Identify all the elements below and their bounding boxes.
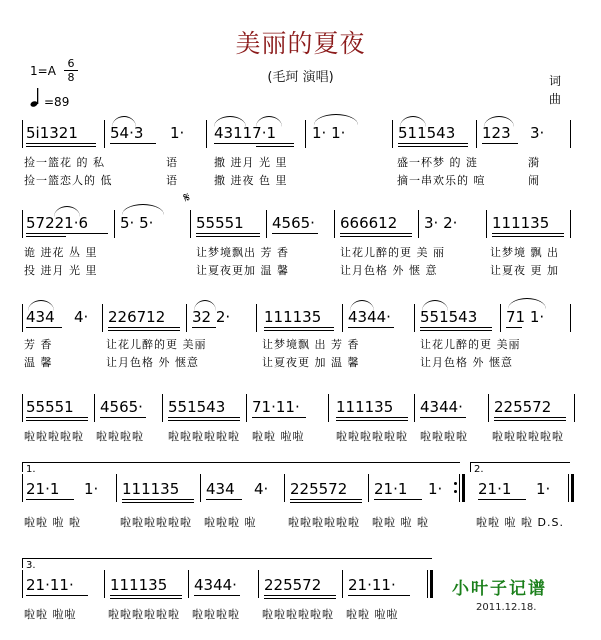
measure: 3· 2· bbox=[424, 214, 458, 232]
measure: 4· bbox=[74, 308, 89, 326]
measure: 4· bbox=[254, 480, 269, 498]
lyric-line-1: 啦啦啦啦啦啦 bbox=[336, 430, 408, 443]
transcriber-signature: 小叶子记谱 bbox=[452, 579, 547, 599]
measure: 434 bbox=[26, 308, 55, 326]
measure: 111135 bbox=[336, 398, 394, 416]
transcription-date: 2011.12.18. bbox=[476, 602, 537, 613]
measure: 5· 5· bbox=[120, 214, 154, 232]
lyric-line-1: 让花儿醉的更 美丽 bbox=[106, 338, 207, 351]
tempo-value: =89 bbox=[44, 95, 70, 109]
measure: 55551 bbox=[26, 398, 74, 416]
key-label: 1=A bbox=[30, 64, 56, 78]
lyric-line-1: 诡 进花 丛 里 bbox=[24, 246, 98, 259]
lyric-line-1: 啦啦啦啦啦啦 bbox=[108, 608, 180, 621]
quarter-note-icon bbox=[30, 86, 42, 108]
measure: 57221·6 bbox=[26, 214, 89, 232]
measure: 225572 bbox=[264, 576, 322, 594]
lyric-line-2: 投 进月 光 里 bbox=[24, 264, 98, 277]
lyric-line-2: 让月色格 外 惬意 bbox=[420, 356, 513, 369]
measure: 54·3 bbox=[110, 124, 144, 142]
measure: 55551 bbox=[196, 214, 244, 232]
lyric-line-1: 啦啦 啦啦 bbox=[252, 430, 305, 443]
lyric-line-1: 让花儿醉的更 美丽 bbox=[420, 338, 521, 351]
lyric-line-1: 啦啦啦啦啦啦 bbox=[288, 516, 360, 529]
measure: 71 1· bbox=[506, 308, 545, 326]
lyric-line-2: 让夏夜更 加 温 馨 bbox=[262, 356, 360, 369]
song-title: 美丽的夏夜 bbox=[235, 29, 366, 58]
measure: 551543 bbox=[168, 398, 226, 416]
song-subtitle: (毛珂 演唱) bbox=[267, 70, 334, 85]
lyric-line-1: 啦啦 啦 啦 bbox=[24, 516, 81, 529]
time-top: 6 bbox=[67, 57, 75, 70]
measure: 1· bbox=[170, 124, 185, 142]
measure: 1· bbox=[428, 480, 443, 498]
lyric-line-1: 让花儿醉的更 美 丽 bbox=[340, 246, 445, 259]
lyric-line-1: 盛一杯梦 的 涟 bbox=[397, 156, 478, 169]
measure: 21·1 bbox=[478, 480, 512, 498]
measure: 225572 bbox=[494, 398, 552, 416]
measure: 111135 bbox=[264, 308, 322, 326]
measure: 111135 bbox=[122, 480, 180, 498]
time-signature bbox=[64, 58, 78, 83]
lyric-line-2: 让月色格 外 惬 意 bbox=[340, 264, 438, 277]
lyric-line-1: 啦啦 啦啦 bbox=[24, 608, 77, 621]
measure: 666612 bbox=[340, 214, 398, 232]
lyric-line-1: 啦啦 啦 啦 D.S. bbox=[476, 516, 564, 529]
lyric-line-1: 芳 香 bbox=[24, 338, 53, 351]
lyric-line-2: 让夏夜更加 温 馨 bbox=[196, 264, 289, 277]
lyric-line-2: 温 馨 bbox=[24, 356, 53, 369]
segno-icon: 𝄋 bbox=[181, 189, 193, 207]
measure: 4344· bbox=[194, 576, 237, 594]
lyric-line-1: 让梦境飘 出 芳 香 bbox=[262, 338, 360, 351]
lyric-line-2: 闹 bbox=[528, 174, 540, 187]
measure: 551543 bbox=[420, 308, 478, 326]
lyric-line-2: 捡一篮恋人的 低 bbox=[24, 174, 113, 187]
credit-music: 曲 bbox=[549, 92, 562, 106]
measure: 111135 bbox=[492, 214, 550, 232]
volta-2: 2. bbox=[474, 464, 484, 475]
measure: 4565· bbox=[100, 398, 143, 416]
measure: 4565· bbox=[272, 214, 315, 232]
measure: 21·1 bbox=[374, 480, 408, 498]
lyric-line-1: 啦啦啦啦 bbox=[420, 430, 468, 443]
repeat-end-dots bbox=[454, 482, 457, 498]
lyric-line-1: 捡一篮花 的 私 bbox=[24, 156, 105, 169]
volta-3: 3. bbox=[26, 560, 36, 571]
measure: 43117·1 bbox=[214, 124, 277, 142]
credit-lyric: 词 bbox=[549, 74, 562, 88]
lyric-line-2: 摘一串欢乐的 喧 bbox=[397, 174, 486, 187]
measure: 32 2· bbox=[192, 308, 231, 326]
lyric-line-1: 让梦境飘出 芳 香 bbox=[196, 246, 289, 259]
lyric-line-1: 啦啦啦啦啦啦 bbox=[120, 516, 192, 529]
lyric-line-2: 撒 进夜 色 里 bbox=[214, 174, 288, 187]
lyric-line-1: 啦啦啦啦啦啦 bbox=[492, 430, 564, 443]
lyric-line-1: 啦啦啦 啦 bbox=[204, 516, 257, 529]
measure: 1· bbox=[536, 480, 551, 498]
measure: 4344· bbox=[420, 398, 463, 416]
volta-1: 1. bbox=[26, 464, 36, 475]
measure: 111135 bbox=[110, 576, 168, 594]
measure: 225572 bbox=[290, 480, 348, 498]
measure: 4344· bbox=[348, 308, 391, 326]
measure: 21·11· bbox=[26, 576, 74, 594]
measure: 434 bbox=[206, 480, 235, 498]
lyric-line-1: 啦啦 啦啦 bbox=[346, 608, 399, 621]
measure: 511543 bbox=[398, 124, 456, 142]
measure: 1· 1· bbox=[312, 124, 346, 142]
lyric-line-1: 让梦境 飘 出 bbox=[490, 246, 559, 259]
measure: 21·11· bbox=[348, 576, 396, 594]
measure: 71·11· bbox=[252, 398, 300, 416]
measure: 226712 bbox=[108, 308, 166, 326]
lyric-line-1: 漪 bbox=[528, 156, 540, 169]
lyric-line-1: 啦啦啦啦啦 bbox=[24, 430, 84, 443]
measure: 3· bbox=[530, 124, 545, 142]
lyric-line-2: 语 bbox=[166, 174, 178, 187]
measure: 5i1321 bbox=[26, 124, 78, 142]
lyric-line-1: 语 bbox=[166, 156, 178, 169]
lyric-line-1: 啦啦啦啦啦啦 bbox=[262, 608, 334, 621]
lyric-line-2: 让夏夜 更 加 bbox=[490, 264, 559, 277]
lyric-line-1: 啦啦啦啦啦啦 bbox=[168, 430, 240, 443]
lyric-line-2: 让月色格 外 惬意 bbox=[106, 356, 199, 369]
lyric-line-1: 啦啦 啦 啦 bbox=[372, 516, 429, 529]
time-bottom: 8 bbox=[67, 71, 75, 84]
lyric-line-1: 啦啦啦啦 bbox=[192, 608, 240, 621]
key-signature bbox=[30, 57, 75, 84]
measure: 21·1 bbox=[26, 480, 60, 498]
lyric-line-1: 撒 进月 光 里 bbox=[214, 156, 288, 169]
measure: 1· bbox=[84, 480, 99, 498]
measure: 123 bbox=[482, 124, 511, 142]
lyric-line-1: 啦啦啦啦 bbox=[96, 430, 144, 443]
